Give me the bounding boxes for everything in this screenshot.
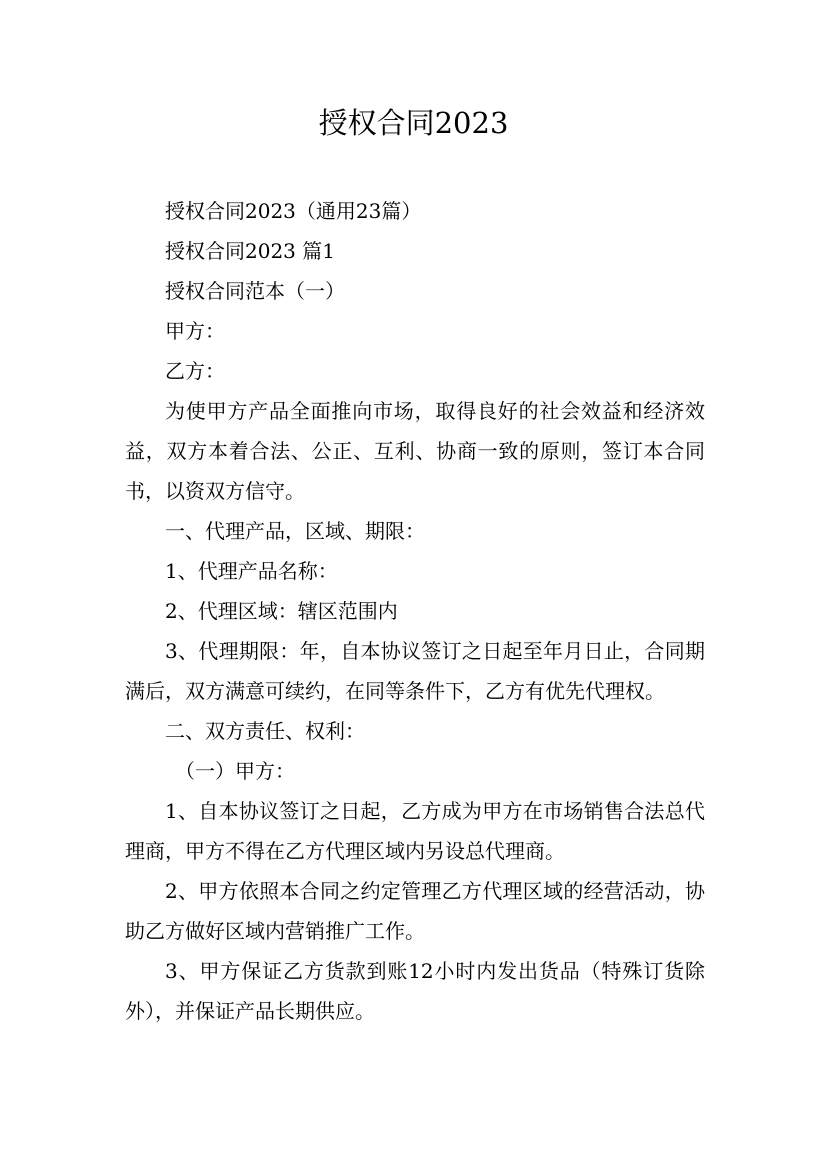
paragraph: 为使甲方产品全面推向市场，取得良好的社会效益和经济效益，双方本着合法、公正、互利、协商一致的原则，签订本合同书，以资双方信守。 bbox=[125, 399, 705, 503]
paragraph: 3、甲方保证乙方货款到账12小时内发出货品（特殊订货除外），并保证产品长期供应。 bbox=[125, 959, 705, 1023]
paragraph: 授权合同2023 篇1 bbox=[165, 239, 335, 263]
paragraph: 乙方： bbox=[165, 359, 225, 383]
section-heading: 一、代理产品，区域、期限： bbox=[165, 519, 425, 543]
paragraph: 2、甲方依照本合同之约定管理乙方代理区域的经营活动，协助乙方做好区域内营销推广工作。 bbox=[125, 879, 705, 943]
paragraph: 2、代理区域：辖区范围内 bbox=[165, 599, 398, 623]
document-body bbox=[125, 191, 705, 1031]
section-heading: 二、双方责任、权利： bbox=[165, 719, 365, 743]
document-title: 授权合同2023 bbox=[318, 106, 509, 140]
paragraph: 甲方： bbox=[165, 319, 225, 343]
paragraph: 授权合同2023（通用23篇） bbox=[165, 199, 422, 223]
subsection-heading: （一）甲方： bbox=[175, 759, 295, 783]
paragraph: 1、自本协议签订之日起，乙方成为甲方在市场销售合法总代理商，甲方不得在乙方代理区域内另设总代理商。 bbox=[125, 799, 705, 863]
paragraph: 1、代理产品名称： bbox=[165, 559, 338, 583]
paragraph: 3、代理期限：年，自本协议签订之日起至年月日止，合同期满后，双方满意可续约，在同等条件下，乙方有优先代理权。 bbox=[125, 639, 705, 703]
paragraph: 授权合同范本（一） bbox=[165, 279, 345, 303]
